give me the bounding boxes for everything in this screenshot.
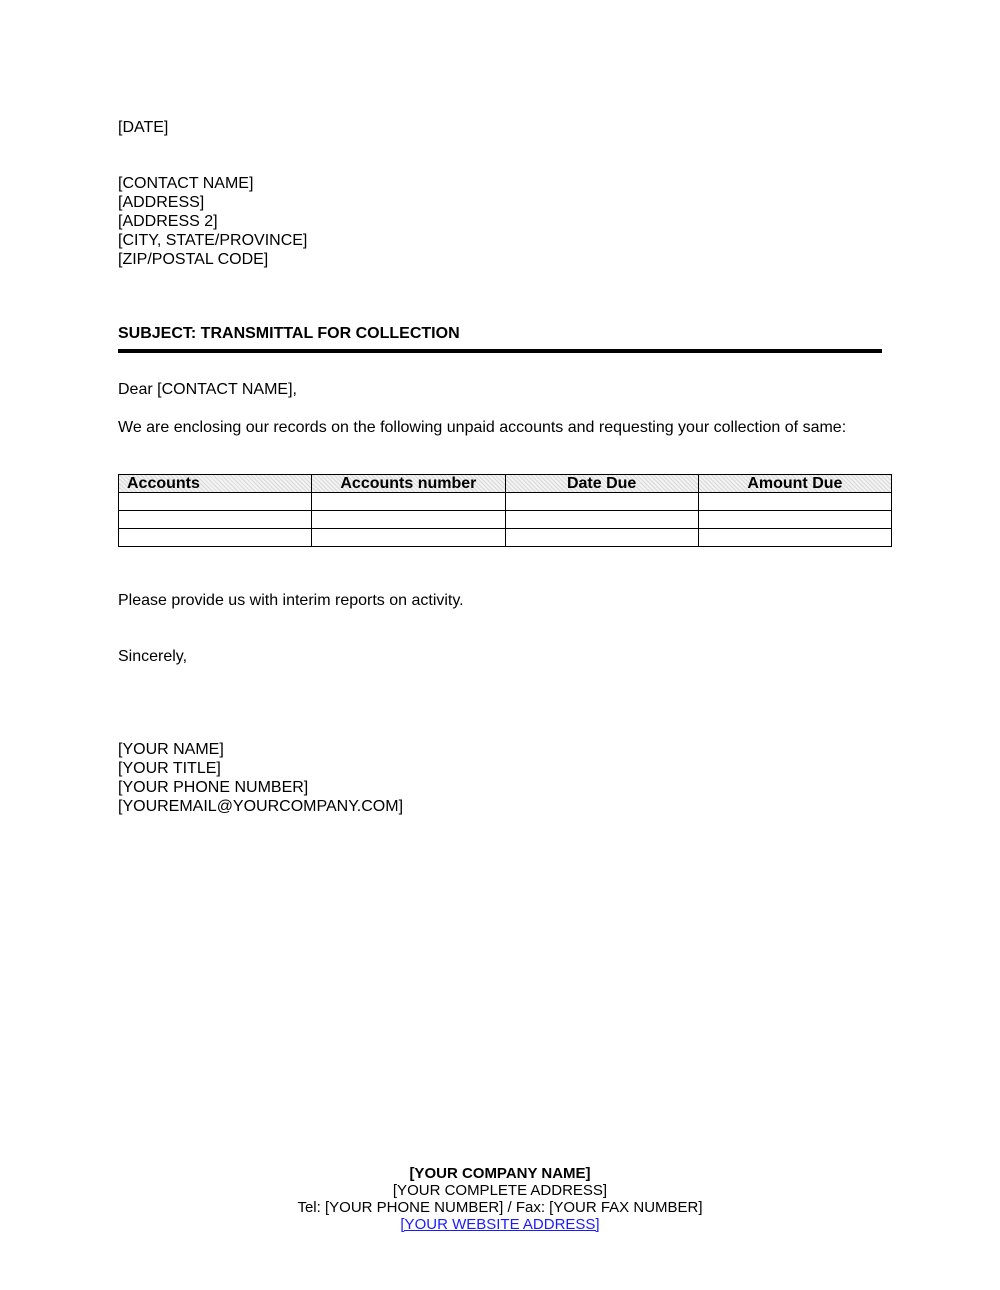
salutation: Dear [CONTACT NAME], xyxy=(118,381,297,398)
recipient-address-block xyxy=(118,174,307,269)
table-row xyxy=(119,511,892,529)
table-cell xyxy=(698,511,891,529)
intro-paragraph: We are enclosing our records on the following unpaid accounts and requesting your collection of same: xyxy=(118,419,847,436)
recipient-address-2: [ADDRESS 2] xyxy=(118,213,218,230)
recipient-zip: [ZIP/POSTAL CODE] xyxy=(118,251,269,268)
table-cell xyxy=(505,529,698,547)
table-cell xyxy=(505,511,698,529)
header-accounts: Accounts xyxy=(119,475,312,493)
table-cell xyxy=(119,511,312,529)
accounts-table xyxy=(118,474,892,547)
table-cell xyxy=(312,493,505,511)
recipient-city-state: [CITY, STATE/PROVINCE] xyxy=(118,232,308,249)
table-cell xyxy=(505,493,698,511)
header-date-due: Date Due xyxy=(505,475,698,493)
subject-line: SUBJECT: TRANSMITTAL FOR COLLECTION xyxy=(118,325,460,342)
footer-website-link[interactable]: [YOUR WEBSITE ADDRESS] xyxy=(400,1216,600,1233)
table-cell xyxy=(119,493,312,511)
recipient-address: [ADDRESS] xyxy=(118,194,205,211)
footer-contact: Tel: [YOUR PHONE NUMBER] / Fax: [YOUR FAX NUMBER] xyxy=(297,1199,703,1216)
recipient-contact-name: [CONTACT NAME] xyxy=(118,175,254,192)
table-cell xyxy=(119,529,312,547)
table-cell xyxy=(312,511,505,529)
subject-divider xyxy=(118,349,882,353)
footer-address: [YOUR COMPLETE ADDRESS] xyxy=(392,1182,608,1199)
page-footer xyxy=(0,1165,1000,1233)
table-cell xyxy=(312,529,505,547)
signature-block xyxy=(118,740,403,816)
request-paragraph: Please provide us with interim reports on activity. xyxy=(118,592,464,609)
closing: Sincerely, xyxy=(118,648,188,665)
table-row xyxy=(119,493,892,511)
date-text: [DATE] xyxy=(118,119,169,136)
footer-company-name: [YOUR COMPANY NAME] xyxy=(409,1165,591,1182)
signature-title: [YOUR TITLE] xyxy=(118,760,221,777)
table-cell xyxy=(698,493,891,511)
letter-date xyxy=(118,118,168,137)
signature-phone: [YOUR PHONE NUMBER] xyxy=(118,779,309,796)
table-row xyxy=(119,529,892,547)
table-cell xyxy=(698,529,891,547)
signature-email: [YOUREMAIL@YOURCOMPANY.COM] xyxy=(118,798,404,815)
table-header-row xyxy=(119,475,892,493)
header-amount-due: Amount Due xyxy=(698,475,891,493)
header-accounts-number: Accounts number xyxy=(312,475,505,493)
signature-name: [YOUR NAME] xyxy=(118,741,224,758)
